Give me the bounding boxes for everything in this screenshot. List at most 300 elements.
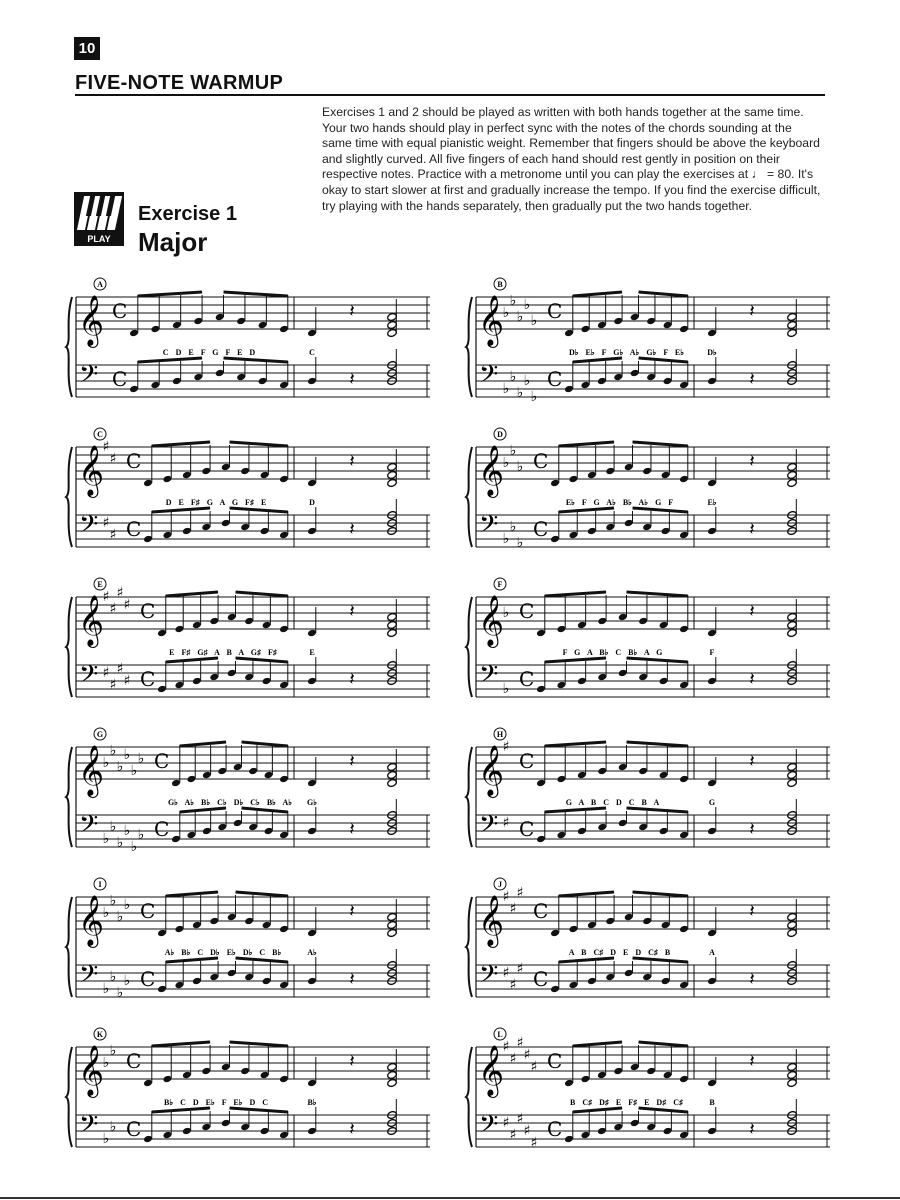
sharp-icon: ♯	[123, 673, 131, 689]
beam	[224, 358, 288, 362]
brace	[66, 447, 72, 547]
chord-letter: C	[309, 348, 315, 357]
beam	[180, 742, 226, 746]
beam	[236, 958, 288, 962]
system-letter: I	[98, 880, 102, 889]
flat-icon: ♭	[102, 831, 110, 847]
common-time-icon: C	[547, 299, 563, 323]
flat-icon: ♭	[137, 827, 145, 843]
bass-clef-icon: 𝄢	[79, 360, 99, 395]
bass-clef-icon: 𝄢	[79, 810, 99, 845]
bass-clef-icon: 𝄢	[479, 1110, 499, 1145]
flat-icon: ♭	[516, 459, 524, 475]
flat-icon: ♭	[123, 823, 131, 839]
beam	[633, 958, 688, 962]
half-chord-note	[787, 628, 798, 637]
flat-icon: ♭	[530, 313, 538, 329]
sharp-icon: ♯	[116, 585, 124, 601]
eighth-note-run	[157, 892, 289, 993]
common-time-icon: C	[547, 1049, 563, 1073]
beam	[559, 958, 614, 962]
quarter-rest-icon: 𝄽	[349, 1051, 355, 1072]
system-letter: G	[96, 730, 104, 739]
flat-icon: ♭	[130, 839, 138, 855]
beam	[627, 658, 688, 662]
chord-letter: E	[309, 648, 315, 657]
grand-staff	[62, 875, 432, 1025]
quarter-rest-icon: 𝄽	[349, 669, 355, 690]
flat-icon: ♭	[109, 1119, 117, 1135]
common-time-icon: C	[533, 967, 549, 991]
quarter-rest-icon: 𝄽	[349, 369, 355, 390]
note-letter-row	[563, 648, 715, 657]
brace	[66, 297, 72, 397]
beam	[545, 592, 606, 596]
play-keyboard-icon	[74, 192, 124, 246]
beam	[639, 292, 688, 296]
common-time-icon: C	[140, 667, 156, 691]
grand-staff	[462, 875, 832, 1025]
half-chord-note	[787, 470, 798, 479]
beam	[242, 742, 288, 746]
beam	[152, 442, 210, 446]
beam	[230, 508, 288, 512]
quarter-rest-icon: 𝄽	[349, 751, 355, 772]
system-letter: B	[497, 280, 503, 289]
flat-icon: ♭	[102, 1055, 110, 1071]
grand-staff	[462, 425, 832, 575]
half-chord-note	[787, 328, 798, 337]
beam	[166, 592, 218, 596]
grand-staff	[62, 425, 432, 575]
half-chord-note	[387, 1078, 398, 1087]
chord-letter: F	[709, 648, 715, 657]
half-chord-note	[787, 462, 798, 471]
treble-clef-icon: 𝄞	[478, 595, 505, 646]
beam	[627, 742, 688, 746]
sharp-icon: ♯	[530, 1059, 538, 1075]
quarter-rest-icon: 𝄽	[749, 1051, 755, 1072]
note-letter-row	[166, 498, 315, 507]
beam	[627, 808, 688, 812]
half-chord-note	[787, 770, 798, 779]
bass-clef-icon: 𝄢	[479, 660, 499, 695]
system-letter: E	[97, 580, 103, 589]
sharp-icon: ♯	[123, 597, 131, 613]
system-letter: L	[497, 1030, 503, 1039]
music-system-a	[62, 275, 432, 425]
common-time-icon: C	[519, 599, 535, 623]
grand-staff	[62, 575, 432, 725]
system-letter-badge	[494, 578, 506, 590]
half-chord-note	[387, 312, 398, 321]
beam	[236, 592, 288, 596]
system-letter: D	[497, 430, 503, 439]
flat-icon: ♭	[502, 381, 510, 397]
beam	[633, 892, 688, 896]
treble-clef-icon: 𝄞	[478, 895, 505, 946]
beam	[545, 742, 606, 746]
beam	[639, 1042, 688, 1046]
bass-clef-icon: 𝄢	[479, 810, 499, 845]
sharp-icon: ♯	[516, 1035, 524, 1051]
sharp-icon: ♯	[102, 515, 110, 531]
note-letter-row	[570, 1098, 715, 1107]
quarter-rest-icon: 𝄽	[349, 519, 355, 540]
page-bottom-rule	[0, 1197, 900, 1199]
beam	[573, 292, 622, 296]
flat-icon: ♭	[123, 973, 131, 989]
note-letters: B C♯ D♯ E F♯ E D♯ C♯	[569, 1098, 684, 1107]
note-letter-row	[566, 498, 717, 507]
chord-letter: E♭	[707, 498, 717, 507]
grand-staff	[462, 1025, 832, 1175]
beam	[559, 442, 614, 446]
treble-clef-icon: 𝄞	[78, 1045, 105, 1096]
half-chord-note	[387, 462, 398, 471]
chord-letter: A	[709, 948, 715, 957]
sharp-icon: ♯	[530, 1135, 538, 1151]
flat-icon: ♭	[509, 519, 517, 535]
flat-icon: ♭	[109, 1043, 117, 1059]
common-time-icon: C	[126, 1049, 142, 1073]
chord-letter: D♭	[707, 348, 717, 357]
chord-letter: D	[309, 498, 315, 507]
intro-text: Exercises 1 and 2 should be played as written with both hands together at the same time. Your two hands should play in perfect sync with the notes of the chords sounding at the same time with equal pianistic weight. Remember that fingers should be above the keyboard and slightly curved. All five fingers of each hand should rest gently in position on their respective notes. Practice with a metronome until you can play the exercises at ♩ = 80. It's okay to start slower at first and gradually increase the tempo. If you find the exercise difficult, try playing with the hands separately, then gradually put the two hands together.	[322, 105, 821, 213]
beam	[138, 292, 202, 296]
bass-clef-icon: 𝄢	[479, 360, 499, 395]
beam	[152, 508, 210, 512]
note-letters: A♭ B♭ C D♭ E♭ D♭ C B♭	[164, 948, 282, 957]
flat-icon: ♭	[516, 309, 524, 325]
grand-staff	[462, 575, 832, 725]
beam	[242, 808, 288, 812]
chord-letter: A♭	[307, 948, 317, 957]
chord-letter: B♭	[307, 1098, 317, 1107]
half-chord-note	[787, 920, 798, 929]
treble-clef-icon: 𝄞	[478, 1045, 505, 1096]
beam	[573, 1108, 622, 1112]
eighth-note-run	[536, 742, 689, 843]
note-letter-row	[163, 348, 315, 357]
half-chord-note	[787, 478, 798, 487]
quarter-rest-icon: 𝄽	[749, 969, 755, 990]
flat-icon: ♭	[109, 743, 117, 759]
system-letter: F	[497, 580, 503, 589]
note-letters: A B C♯ D E D C♯ B	[568, 948, 671, 957]
common-time-icon: C	[533, 517, 549, 541]
beam	[180, 808, 226, 812]
beam	[230, 442, 288, 446]
flat-icon: ♭	[123, 897, 131, 913]
half-chord-note	[387, 920, 398, 929]
note-letter-row	[569, 348, 717, 357]
sharp-icon: ♯	[109, 527, 117, 543]
flat-icon: ♭	[116, 759, 124, 775]
flat-icon: ♭	[102, 755, 110, 771]
section-title: FIVE-NOTE WARMUP	[75, 72, 284, 94]
sharp-icon: ♯	[516, 1111, 524, 1127]
half-chord-note	[787, 1070, 798, 1079]
note-letters: D♭ E♭ F G♭ A♭ G♭ F E♭	[568, 348, 685, 357]
common-time-icon: C	[547, 1117, 563, 1141]
half-chord-note	[387, 470, 398, 479]
sharp-icon: ♯	[509, 977, 517, 993]
music-system-d	[462, 425, 832, 575]
sharp-icon: ♯	[523, 1123, 531, 1139]
music-system-b	[462, 275, 832, 425]
flat-icon: ♭	[523, 373, 531, 389]
half-chord-note	[387, 762, 398, 771]
sharp-icon: ♯	[502, 1039, 510, 1055]
eighth-note-run	[564, 1042, 689, 1143]
brace	[466, 297, 472, 397]
music-system-k	[62, 1025, 432, 1175]
quarter-rest-icon: 𝄽	[349, 601, 355, 622]
common-time-icon: C	[519, 749, 535, 773]
flat-icon: ♭	[530, 389, 538, 405]
beam	[559, 508, 614, 512]
sharp-icon: ♯	[109, 451, 117, 467]
sharp-icon: ♯	[502, 965, 510, 981]
quarter-rest-icon: 𝄽	[349, 901, 355, 922]
common-time-icon: C	[140, 899, 156, 923]
half-chord-note	[387, 478, 398, 487]
flat-icon: ♭	[130, 763, 138, 779]
treble-clef-icon: 𝄞	[78, 895, 105, 946]
sharp-icon: ♯	[509, 1051, 517, 1067]
quarter-rest-icon: 𝄽	[749, 601, 755, 622]
treble-clef-icon: 𝄞	[78, 745, 105, 796]
beam	[573, 1042, 622, 1046]
quarter-rest-icon: 𝄽	[749, 669, 755, 690]
beam	[627, 592, 688, 596]
system-letter-badge	[94, 878, 106, 890]
beam	[639, 358, 688, 362]
note-letter-row	[569, 948, 715, 957]
quarter-rest-icon: 𝄽	[749, 451, 755, 472]
brace	[66, 597, 72, 697]
half-chord-note	[787, 762, 798, 771]
half-chord-note	[787, 1078, 798, 1087]
system-letter-badge	[94, 278, 106, 290]
sharp-icon: ♯	[509, 901, 517, 917]
note-letter-row	[164, 1098, 317, 1107]
quarter-rest-icon: 𝄽	[349, 301, 355, 322]
beam	[166, 892, 218, 896]
note-letters: G♭ A♭ B♭ C♭ D♭ C♭ B♭ A♭	[167, 798, 293, 807]
sharp-icon: ♯	[102, 665, 110, 681]
brace	[66, 897, 72, 997]
half-chord-note	[387, 628, 398, 637]
flat-icon: ♭	[523, 297, 531, 313]
sharp-icon: ♯	[516, 961, 524, 977]
quarter-rest-icon: 𝄽	[349, 819, 355, 840]
treble-clef-icon: 𝄞	[478, 295, 505, 346]
beam	[573, 358, 622, 362]
grand-staff	[462, 275, 832, 425]
flat-icon: ♭	[109, 819, 117, 835]
system-letter: K	[96, 1030, 104, 1039]
flat-icon: ♭	[116, 985, 124, 1001]
beam	[236, 892, 288, 896]
flat-icon: ♭	[102, 1131, 110, 1147]
quarter-rest-icon: 𝄽	[749, 819, 755, 840]
flat-icon: ♭	[123, 747, 131, 763]
brace	[466, 747, 472, 847]
music-system-c	[62, 425, 432, 575]
beam	[236, 658, 288, 662]
flat-icon: ♭	[509, 293, 517, 309]
play-label: PLAY	[87, 234, 111, 244]
music-system-j	[462, 875, 832, 1025]
half-chord-note	[387, 620, 398, 629]
brace	[466, 597, 472, 697]
bass-clef-icon: 𝄢	[79, 510, 99, 545]
flat-icon: ♭	[116, 835, 124, 851]
common-time-icon: C	[519, 817, 535, 841]
system-letter-badge	[94, 728, 106, 740]
eighth-note-run	[564, 292, 689, 393]
beam	[639, 1108, 688, 1112]
flat-icon: ♭	[109, 893, 117, 909]
half-chord-note	[787, 778, 798, 787]
sharp-icon: ♯	[516, 885, 524, 901]
sharp-icon: ♯	[109, 601, 117, 617]
eighth-note-run	[129, 292, 289, 393]
half-chord-note	[787, 320, 798, 329]
system-letter-badge	[94, 1028, 106, 1040]
common-time-icon: C	[533, 449, 549, 473]
eighth-note-run	[550, 892, 689, 993]
half-chord-note	[387, 328, 398, 337]
beam	[230, 1042, 288, 1046]
common-time-icon: C	[126, 449, 142, 473]
flat-icon: ♭	[502, 605, 510, 621]
beam	[138, 358, 202, 362]
half-chord-note	[387, 612, 398, 621]
common-time-icon: C	[533, 899, 549, 923]
common-time-icon: C	[140, 599, 156, 623]
eighth-note-run	[157, 592, 289, 693]
system-letter: A	[97, 280, 103, 289]
half-chord-note	[387, 928, 398, 937]
music-system-e	[62, 575, 432, 725]
chord-letter: G	[708, 798, 716, 807]
common-time-icon: C	[112, 367, 128, 391]
music-system-i	[62, 875, 432, 1025]
common-time-icon: C	[112, 299, 128, 323]
quarter-rest-icon: 𝄽	[349, 451, 355, 472]
note-letters: B♭ C D E♭ F E♭ D C	[163, 1098, 269, 1107]
half-chord-note	[387, 1062, 398, 1071]
system-letter: J	[498, 880, 502, 889]
beam	[152, 1108, 210, 1112]
music-system-f	[462, 575, 832, 725]
sharp-icon: ♯	[523, 1047, 531, 1063]
grand-staff	[62, 1025, 432, 1175]
chord-letter: B	[709, 1098, 715, 1107]
note-letter-row	[165, 948, 317, 957]
beam	[545, 808, 606, 812]
half-chord-note	[387, 320, 398, 329]
half-chord-note	[787, 620, 798, 629]
eighth-note-run	[550, 442, 689, 543]
sharp-icon: ♯	[502, 1115, 510, 1131]
exercise-subheading: Major	[138, 227, 208, 257]
quarter-rest-icon: 𝄽	[349, 969, 355, 990]
treble-clef-icon: 𝄞	[478, 745, 505, 796]
system-letter-badge	[494, 278, 506, 290]
beam	[224, 292, 288, 296]
note-letters: C D E F G F E D	[162, 348, 256, 357]
flat-icon: ♭	[502, 681, 510, 697]
sharp-icon: ♯	[502, 889, 510, 905]
common-time-icon: C	[126, 517, 142, 541]
quarter-rest-icon: 𝄽	[749, 519, 755, 540]
beam	[545, 658, 606, 662]
half-chord-note	[387, 912, 398, 921]
half-chord-note	[787, 312, 798, 321]
beam	[166, 958, 218, 962]
brace	[466, 1047, 472, 1147]
treble-clef-icon: 𝄞	[78, 445, 105, 496]
beam	[633, 508, 688, 512]
chord-letter: G♭	[307, 798, 317, 807]
beam	[230, 1108, 288, 1112]
music-system-g	[62, 725, 432, 875]
beam	[152, 1042, 210, 1046]
sharp-icon: ♯	[509, 1127, 517, 1143]
quarter-rest-icon: 𝄽	[749, 1119, 755, 1140]
flat-icon: ♭	[509, 443, 517, 459]
page-number: 10	[74, 37, 100, 60]
flat-icon: ♭	[502, 531, 510, 547]
common-time-icon: C	[154, 749, 170, 773]
eighth-note-run	[171, 742, 289, 843]
staff-lines	[76, 297, 430, 397]
sharp-icon: ♯	[102, 589, 110, 605]
quarter-rest-icon: 𝄽	[749, 369, 755, 390]
note-letters: D E F♯ G A G F♯ E	[165, 498, 267, 507]
half-chord-note	[787, 928, 798, 937]
treble-clef-icon: 𝄞	[78, 295, 105, 346]
flat-icon: ♭	[137, 751, 145, 767]
half-chord-note	[787, 912, 798, 921]
sharp-icon: ♯	[502, 739, 510, 755]
flat-icon: ♭	[116, 909, 124, 925]
music-system-l	[462, 1025, 832, 1175]
grand-staff	[462, 725, 832, 875]
eighth-note-run	[143, 1042, 289, 1143]
common-time-icon: C	[140, 967, 156, 991]
staff-lines	[476, 897, 830, 997]
system-letter-badge	[494, 428, 506, 440]
half-chord-note	[387, 770, 398, 779]
grand-staff	[62, 275, 432, 425]
flat-icon: ♭	[109, 969, 117, 985]
common-time-icon: C	[126, 1117, 142, 1141]
title-rule	[75, 94, 825, 96]
sharp-icon: ♯	[116, 661, 124, 677]
sharp-icon: ♯	[502, 815, 510, 831]
staff-lines	[476, 447, 830, 547]
beam	[166, 658, 218, 662]
treble-clef-icon: 𝄞	[78, 595, 105, 646]
system-letter: H	[496, 730, 504, 739]
exercise-heading: Exercise 1	[138, 203, 237, 225]
note-letter-row	[566, 798, 715, 807]
